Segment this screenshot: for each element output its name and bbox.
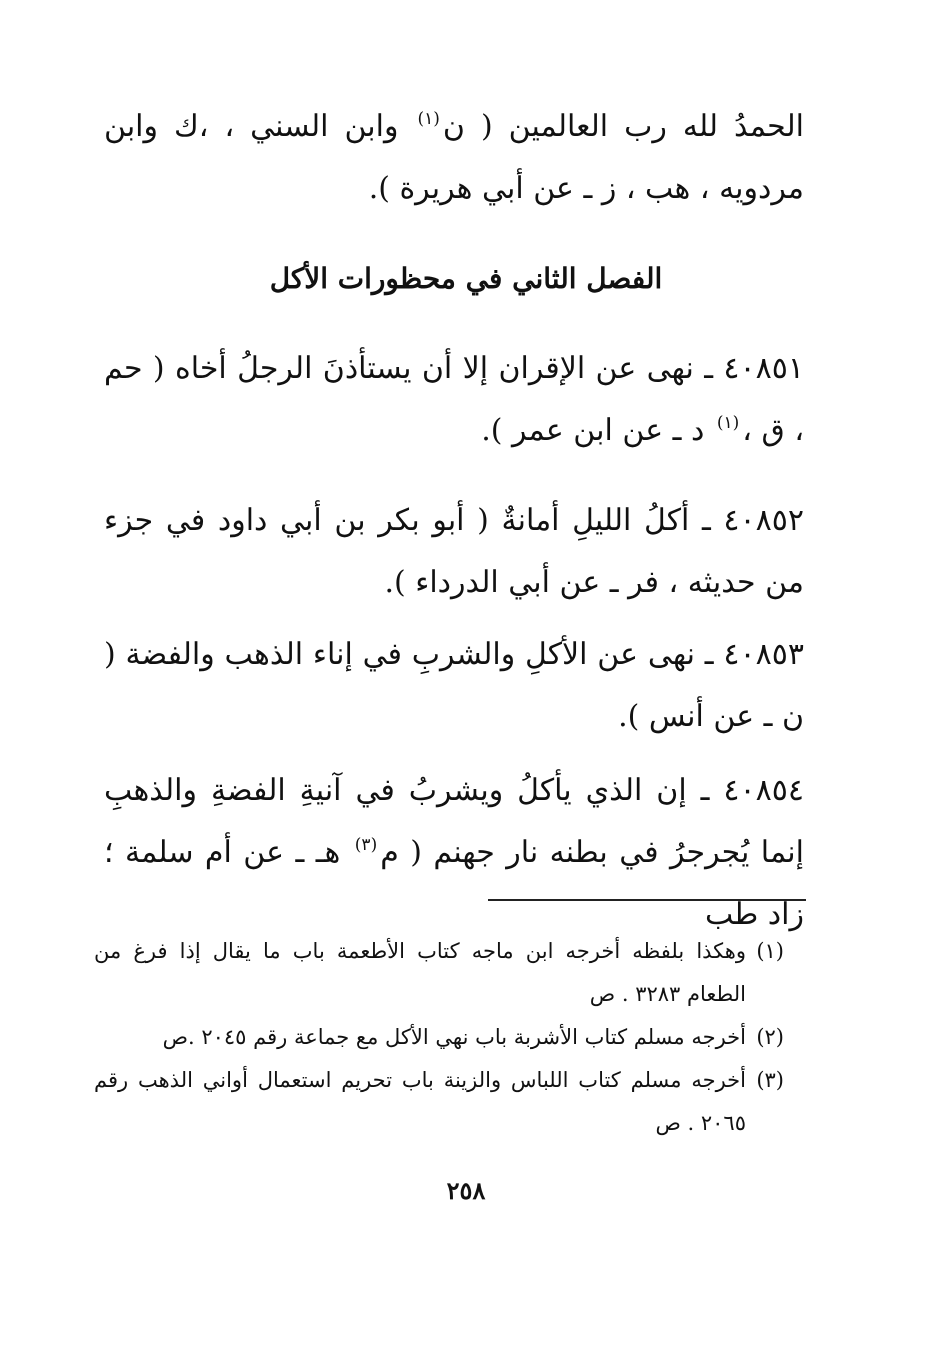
footnote-divider <box>488 899 806 901</box>
hadith-40854 <box>104 760 804 946</box>
page-number: ٢٥٨ <box>446 1176 486 1205</box>
hadith-40853 <box>104 624 804 748</box>
section-heading: الفصل الثاني في محظورات الأكل <box>269 262 663 295</box>
hadith-footnote-ref: (٣) <box>354 835 378 855</box>
footnote-text: أخرجه مسلم كتاب اللباس والزينة باب تحريم استعمال أواني الذهب رقم ٢٠٦٥ . ص <box>94 1068 746 1135</box>
intro-paragraph <box>104 96 804 220</box>
footnote-1 <box>94 930 784 1016</box>
footnote-text: أخرجه مسلم كتاب الأشربة باب نهي الأكل مع جماعة رقم ٢٠٤٥ .ص <box>162 1025 746 1049</box>
hadith-text: ـ إن الذي يأكلُ ويشربُ في آنيةِ الفضةِ والذهبِ إنما يُجرجرُ في بطنه نار جهنم ( م <box>104 773 804 870</box>
hadith-number: ٤٠٨٥١ <box>723 351 804 386</box>
footnote-3 <box>94 1059 784 1145</box>
footnote-number: (٢) <box>756 1025 784 1049</box>
footnote-number: (١) <box>756 939 784 963</box>
hadith-text-continued: هـ ـ عن أم سلمة ؛ زاد طب <box>104 835 804 932</box>
hadith-number: ٤٠٨٥٢ <box>723 503 804 538</box>
hadith-40851 <box>104 338 804 462</box>
hadith-text-continued: د ـ عن ابن عمر ). <box>481 413 705 448</box>
intro-rest: وابن السني ، ،ك وابن مردويه ، هب ، ز ـ عن أبي هريرة ). <box>104 109 804 206</box>
hadith-text: ـ أكلُ الليلِ أمانةٌ ( أبو بكر بن أبي داود في جزء من حديثه ، فر ـ عن أبي الدرداء ). <box>104 503 804 600</box>
footnote-number: (٣) <box>756 1068 784 1092</box>
hadith-footnote-ref: (١) <box>716 413 740 433</box>
hadith-text: ـ نهى عن الأكلِ والشربِ في إناء الذهب والفضة ( ن ـ عن أنس ). <box>104 637 804 734</box>
hadith-number: ٤٠٨٥٣ <box>723 637 804 672</box>
footnote-text: وهكذا بلفظه أخرجه ابن ماجه كتاب الأطعمة باب ما يقال إذا فرغ من الطعام ٣٢٨٣ . ص <box>94 939 746 1006</box>
hadith-text: ـ نهى عن الإقران إلا أن يستأذنَ الرجلُ أخاه ( حم ، ق ، <box>104 351 804 448</box>
hadith-40852 <box>104 490 804 614</box>
hadith-number: ٤٠٨٥٤ <box>723 773 804 808</box>
intro-text: الحمدُ لله رب العالمين ( ن <box>442 109 804 144</box>
footnote-2 <box>94 1016 784 1059</box>
footnotes <box>94 930 784 1145</box>
intro-footnote-ref: (١) <box>417 109 440 129</box>
